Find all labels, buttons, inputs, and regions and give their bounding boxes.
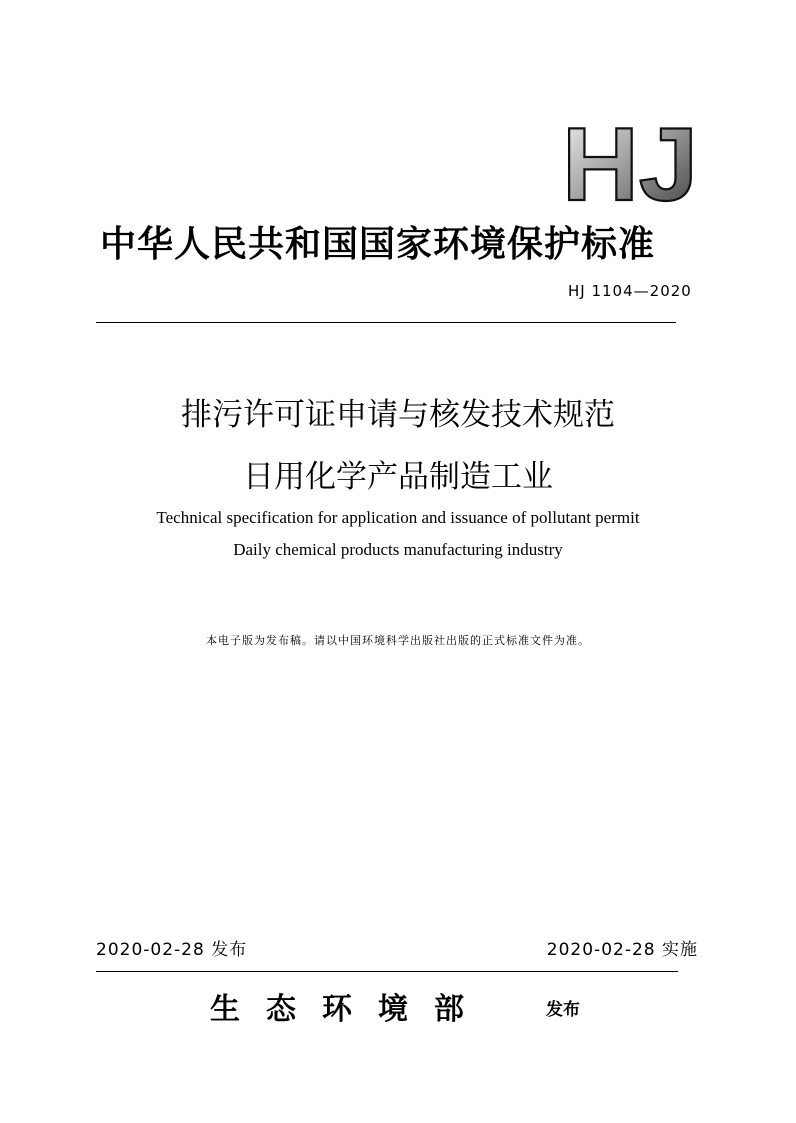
hj-logo-text: HJ <box>562 120 698 204</box>
title-zh-line2: 日用化学产品制造工业 <box>243 459 553 495</box>
electronic-version-note: 本电子版为发布稿。请以中国环境科学出版社出版的正式标准文件为准。 <box>206 634 590 647</box>
bottom-divider <box>96 971 678 972</box>
agency-title: 中华人民共和国国家环境保护标准 <box>100 224 656 265</box>
standard-code: HJ 1104—2020 <box>568 282 692 300</box>
implementation-date: 2020-02-28 实施 <box>546 940 698 960</box>
publisher-name: 生态环境部 <box>210 992 490 1027</box>
hj-logo <box>562 120 700 204</box>
title-en-line1: Technical specification for application and issuance of pollutant permit <box>156 508 640 527</box>
top-divider <box>96 322 676 323</box>
publish-label: 发布 <box>546 1000 580 1020</box>
issue-date: 2020-02-28 发布 <box>96 940 248 960</box>
title-en-line2: Daily chemical products manufacturing industry <box>233 540 563 559</box>
title-zh-line1: 排污许可证申请与核发技术规范 <box>181 397 615 433</box>
